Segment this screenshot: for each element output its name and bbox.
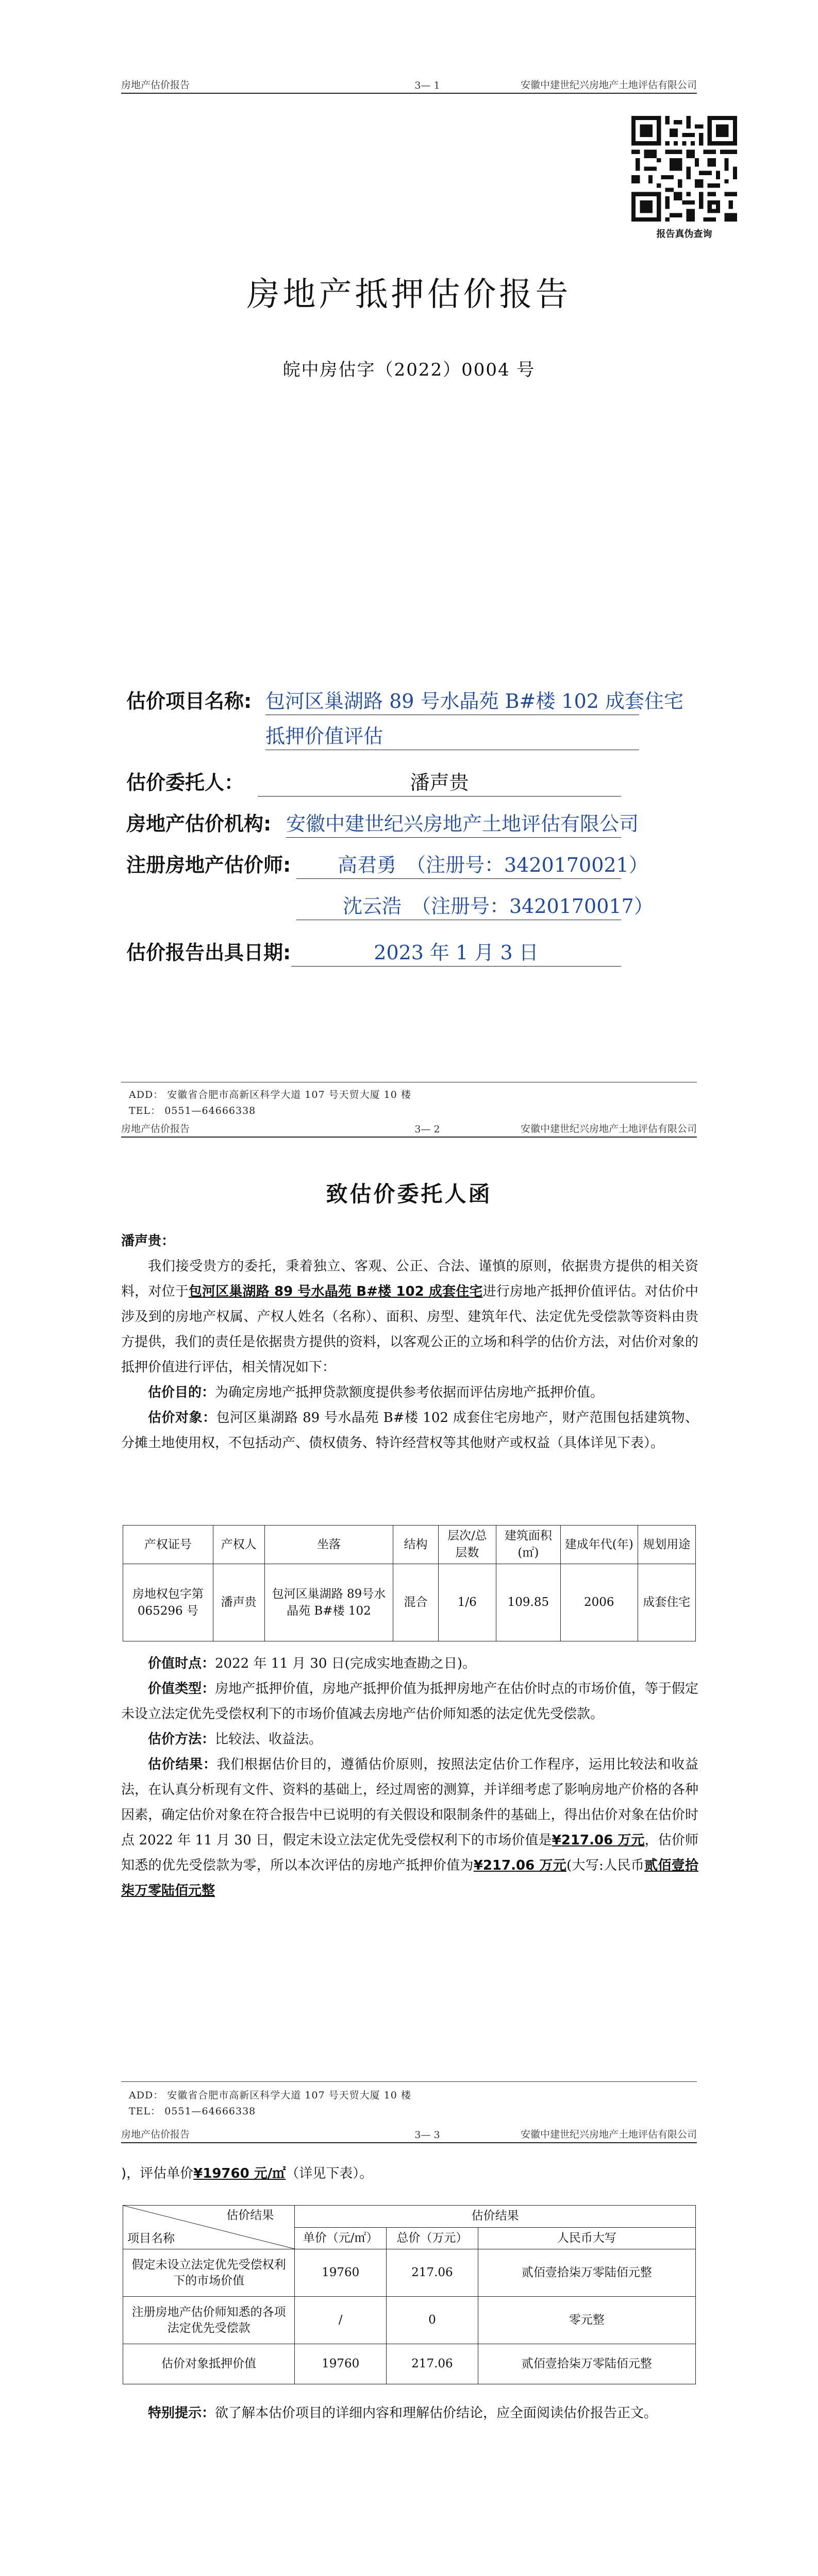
table-cell: 贰佰壹拾柒万零陆佰元整	[478, 2249, 695, 2297]
table-cell: 房地权包字第065296 号	[123, 1564, 213, 1641]
org-value: 安徽中建世纪兴房地产土地评估有限公司	[286, 808, 621, 838]
project-name-value-2: 抵押价值评估	[265, 720, 639, 750]
special-tip: 特别提示：欲了解本估价项目的详细内容和理解估价结论，应全面阅读估价报告正文。	[148, 2405, 658, 2421]
header-label: 估价结果	[226, 2209, 274, 2222]
table-cell: 1/6	[438, 1564, 496, 1641]
table-cell: 混合	[393, 1564, 438, 1641]
table-header-row	[123, 1526, 696, 1564]
letter-body-continued	[121, 1651, 698, 1904]
table-header: 人民币大写	[478, 2227, 695, 2249]
table-row	[123, 2297, 696, 2344]
appraiser-2: 沈云浩 （注册号：3420170017）	[296, 890, 621, 920]
table-header: 产权人	[213, 1526, 264, 1564]
letter-title: 致估价委托人函	[326, 1181, 492, 1207]
table-cell: 0	[387, 2297, 478, 2344]
table-cell: 零元整	[478, 2297, 695, 2344]
unit-price: ¥19760 元/㎡	[193, 2166, 286, 2181]
result-paragraph: 估价结果：我们根据估价目的，遵循估价原则，按照法定估价工作程序，运用比较法和收益法，在认真分析现有文件、资料的基础上，经过周密的测算，并详细考虑了影响房地产价格的各种因素，确定估价对象在符合报告中已说明的有关假设和限制条件的基础上，得出估价对象在估价时点 2022 年 11 月 30 日，假定未设立法定优先受偿权利下的市场价值是¥217.06 万元，估价师知悉的优先受偿款为零，所以本次评估的房地产抵押价值为¥217.06 万元(大写:人民币贰佰壹拾柒万零陆佰元整	[121, 1757, 698, 1899]
table-cell: 成套住宅	[638, 1564, 695, 1641]
header-right: 安徽中建世纪兴房地产土地评估有限公司	[520, 79, 697, 91]
table-row	[123, 2344, 696, 2384]
client-value: 潘声贵	[258, 767, 621, 796]
table-header: 单价（元/㎡）	[295, 2227, 387, 2249]
footer-address: ADD： 安徽省合肥市高新区科学大道 107 号天贸大厦 10 楼	[129, 2090, 411, 2101]
table-cell: 估价对象抵押价值	[123, 2344, 295, 2384]
page-header	[121, 1121, 697, 1135]
table-cell: 19760	[295, 2344, 387, 2384]
client-label: 估价委托人：	[126, 771, 244, 794]
table-cell: 2006	[560, 1564, 638, 1641]
property-table	[123, 1525, 696, 1641]
qr-caption: 报告真伪查询	[656, 229, 712, 240]
table-header: 结构	[393, 1526, 438, 1564]
footer-phone: TEL： 0551—64666338	[129, 2106, 256, 2117]
table-header: 估价结果	[295, 2206, 696, 2228]
table-header: 规划用途	[638, 1526, 695, 1564]
table-header: 坐落	[264, 1526, 393, 1564]
table-header: 层次/总层数	[438, 1526, 496, 1564]
header-rule	[121, 93, 697, 94]
qr-code-icon[interactable]	[631, 116, 737, 222]
table-header: 产权证号	[123, 1526, 213, 1564]
header-right: 安徽中建世纪兴房地产土地评估有限公司	[520, 1123, 697, 1134]
purpose-paragraph: 估价目的：为确定房地产抵押贷款额度提供参考依据而评估房地产抵押价值。	[148, 1385, 604, 1400]
table-row	[123, 2249, 696, 2297]
table-header: 建筑面积(㎡)	[496, 1526, 560, 1564]
project-name-label: 估价项目名称:	[126, 690, 252, 713]
result-continued: )，评估单价¥19760 元/㎡（详见下表）。	[121, 2166, 373, 2181]
table-row	[123, 1564, 696, 1641]
page-header	[121, 77, 697, 91]
table-cell: 假定未设立法定优先受偿权利下的市场价值	[123, 2249, 295, 2297]
method-paragraph: 估价方法：比较法、收益法。	[148, 1732, 323, 1747]
appraiser-label: 注册房地产估价师:	[126, 854, 291, 876]
header-right: 安徽中建世纪兴房地产土地评估有限公司	[520, 2129, 697, 2140]
table-cell: 19760	[295, 2249, 387, 2297]
page-number: 3— 1	[414, 80, 440, 91]
intro-paragraph: 我们接受贵方的委托，秉着独立、客观、公正、合法、谨慎的原则，依据贵方提供的相关资料，对位于包河区巢湖路 89 号水晶苑 B#楼 102 成套住宅进行房地产抵押价值评估。对估价中涉及到的房地产权属、产权人姓名（名称）、面积、房型、建筑年代、法定优先受偿款等资料由贵方提供，我们的责任是依据贵方提供的资料，以客观公正的立场和科学的估价方法，对估价对象的抵押价值进行评估，相关情况如下：	[121, 1259, 698, 1375]
report-date-value: 2023 年 1 月 3 日	[291, 937, 621, 967]
table-cell: /	[295, 2297, 387, 2344]
page-header	[121, 2127, 697, 2141]
org-label: 房地产估价机构:	[126, 812, 272, 835]
table-header: 建成年代(年)	[560, 1526, 638, 1564]
table-header-row	[123, 2206, 696, 2228]
header-left: 房地产估价报告	[121, 2129, 190, 2140]
appraiser-1: 高君勇 （注册号：3420170021）	[296, 849, 621, 879]
table-cell: 109.85	[496, 1564, 560, 1641]
header-left: 房地产估价报告	[121, 79, 190, 91]
footer-phone: TEL： 0551—64666338	[129, 1105, 256, 1116]
header-left: 房地产估价报告	[121, 1123, 190, 1134]
salutation: 潘声贵：	[121, 1233, 175, 1249]
amount-in-words: 贰佰壹拾柒万零陆佰元整	[121, 1858, 698, 1899]
object-address: 包河区巢湖路 89 号水晶苑 B#楼 102 成套住宅	[188, 1284, 483, 1299]
market-value-amount: ¥217.06 万元	[552, 1833, 645, 1848]
table-cell: 217.06	[387, 2344, 478, 2384]
table-header: 总价（万元）	[387, 2227, 478, 2249]
valuation-result-table	[123, 2205, 696, 2384]
value-date-paragraph: 价值时点：2022 年 11 月 30 日(完成实地查勘之日)。	[148, 1656, 476, 1671]
project-name-value-1: 包河区巢湖路 89 号水晶苑 B#楼 102 成套住宅	[265, 685, 639, 715]
page-number: 3— 2	[414, 1124, 440, 1135]
value-type-paragraph: 价值类型：房地产抵押价值，房地产抵押价值为抵押房地产在估价时点的市场价值，等于假定未设立法定优先受偿权利下的市场价值减去房地产估价师知悉的法定优先受偿款。	[121, 1681, 698, 1722]
header-label: 项目名称	[127, 2232, 175, 2245]
diagonal-header-cell	[123, 2206, 295, 2249]
mortgage-value-amount: ¥217.06 万元	[473, 1858, 567, 1873]
report-number: 皖中房估字（2022）0004 号	[282, 360, 536, 380]
letter-body	[121, 1229, 698, 1456]
table-cell: 217.06	[387, 2249, 478, 2297]
report-date-label: 估价报告出具日期:	[126, 941, 291, 964]
table-cell: 注册房地产估价师知悉的各项法定优先受偿款	[123, 2297, 295, 2344]
footer-rule	[121, 2081, 697, 2082]
table-cell: 贰佰壹拾柒万零陆佰元整	[478, 2344, 695, 2384]
table-cell: 包河区巢湖路 89号水晶苑 B#楼 102	[264, 1564, 393, 1641]
header-rule	[121, 2142, 697, 2143]
header-rule	[121, 1137, 697, 1138]
table-cell: 潘声贵	[213, 1564, 264, 1641]
page-number: 3— 3	[414, 2129, 440, 2141]
object-paragraph: 估价对象：包河区巢湖路 89 号水晶苑 B#楼 102 成套住宅房地产，财产范围包括建筑物、分摊土地使用权，不包括动产、债权债务、特许经营权等其他财产或权益（具体详见下表）。	[121, 1410, 698, 1451]
report-title: 房地产抵押估价报告	[246, 276, 572, 314]
footer-address: ADD： 安徽省合肥市高新区科学大道 107 号天贸大厦 10 楼	[129, 1089, 411, 1100]
